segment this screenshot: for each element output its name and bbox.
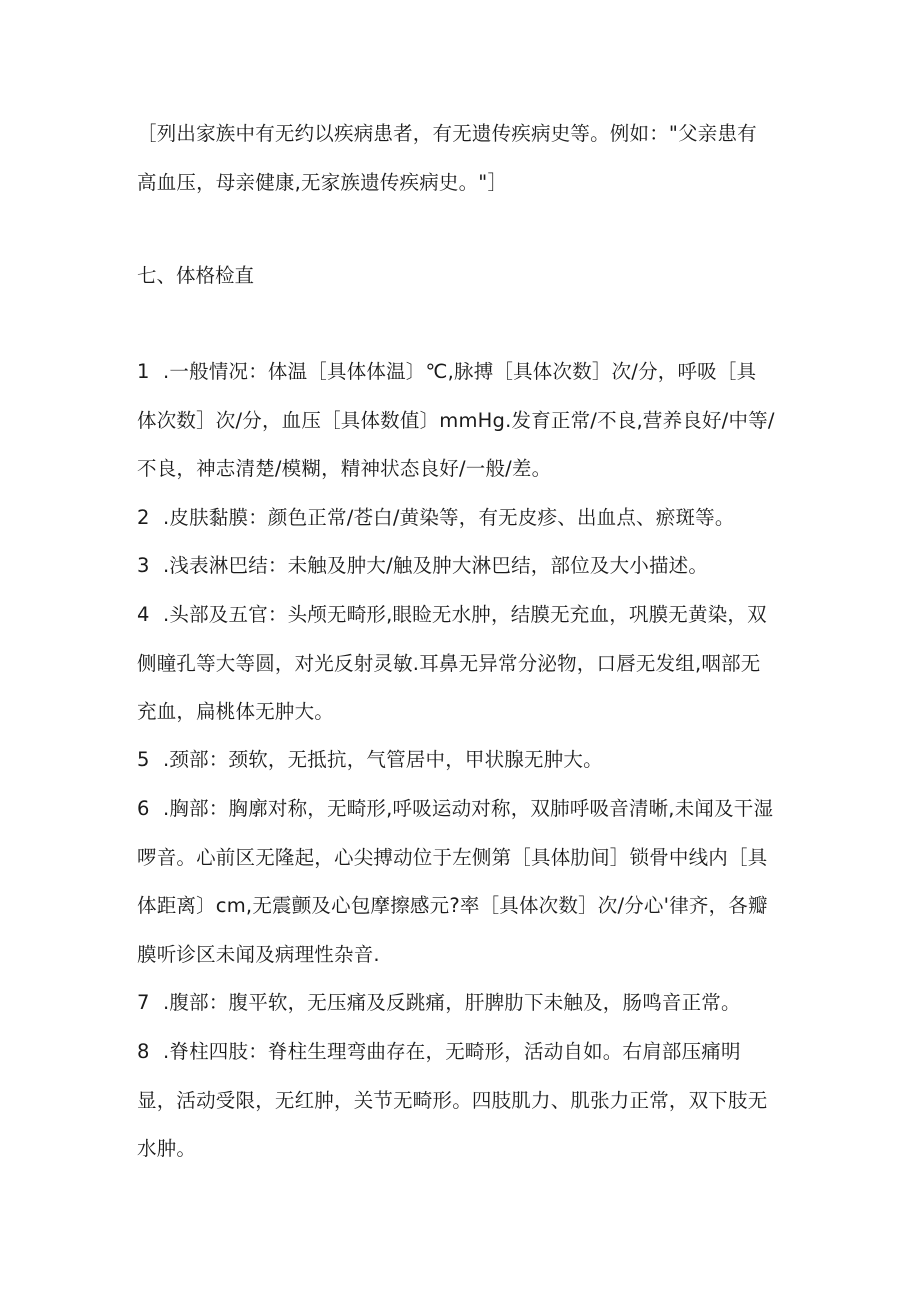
exam-item-2: [137, 494, 785, 543]
text-line: [137, 591, 785, 640]
text-line: 高血压，母亲健康,无家族遗传疾病史。"］: [137, 170, 508, 194]
family-history-note: [137, 110, 785, 207]
text-line: 不良，神志清楚/模糊，精神状态良好/一般/差。: [137, 457, 552, 480]
item-number: 6: [137, 797, 150, 820]
item-text: .头部及五官：头颅无畸形,眼睑无水肿，结膜无充血，巩膜无黄染，双: [163, 603, 767, 626]
item-text: .浅表淋巴结：未触及肿大/触及肿大淋巴结，部位及大小描述。: [163, 554, 709, 577]
item-text: .脊柱四肢：脊柱生理弯曲存在，无畸形，活动自如。右肩部压痛明: [163, 1040, 741, 1063]
item-number: 3: [137, 554, 150, 577]
exam-item-8: [137, 1028, 785, 1174]
item-text: .胸部：胸廓对称，无畸形,呼吸运动对称，双肺呼吸音清晰,未闻及干湿: [163, 797, 774, 820]
text-line: 啰音。心前区无隆起，心尖搏动位于左侧第［具体肋间］锁骨中线内［具: [137, 845, 768, 869]
exam-item-6: [137, 785, 785, 979]
text-line: [137, 348, 785, 397]
item-text: .腹部：腹平软，无压痛及反跳痛，肝脾肋下未触及，肠鸣音正常。: [163, 991, 741, 1014]
item-text: .一般情况：体温［具体体温〕℃,脉搏［具体次数］次/分，呼吸［具: [163, 360, 757, 383]
text-line: 膜听诊区未闻及病理性杂音.: [137, 942, 380, 966]
text-line: 侧瞳孔等大等圆，对光反射灵敏.耳鼻无异常分泌物，口唇无发组,咽部无: [137, 651, 761, 675]
exam-item-3: [137, 542, 785, 591]
text-line: [137, 785, 785, 834]
exam-item-4: [137, 591, 785, 737]
section-heading: 七、体格检直: [137, 264, 255, 287]
text-line: [137, 736, 785, 785]
item-number: 2: [137, 506, 150, 529]
text-line: 体次数］次/分，血压［具体数值〕mmHg.发育正常/不良,营养良好/中等/: [137, 408, 775, 432]
text-line: [137, 494, 785, 543]
item-text: .皮肤黏膜：颜色正常/苍白/黄染等，有无皮疹、出血点、瘀斑等。: [163, 506, 735, 529]
item-number: 5: [137, 748, 150, 771]
item-number: 7: [137, 991, 150, 1014]
exam-item-5: [137, 736, 785, 785]
text-line: 水肿。: [137, 1137, 197, 1160]
item-number: 8: [137, 1040, 150, 1063]
text-line: [137, 979, 785, 1028]
text-line: [137, 542, 785, 591]
exam-item-7: [137, 979, 785, 1028]
text-line: 充血，扁桃体无肿大。: [137, 700, 335, 723]
text-line: 体距离〕cm,无震颤及心包摩擦感元?率［具体次数］次/分心'律齐，各瓣: [137, 894, 768, 917]
item-number: 1: [137, 360, 150, 383]
text-line: ［列出家族中有无约以疾病患者，有无遗传疾病史等。例如："父亲患有: [137, 122, 757, 145]
item-text: .颈部：颈软，无抵抗，气管居中，甲状腺无肿大。: [163, 748, 603, 771]
item-number: 4: [137, 603, 150, 626]
text-line: [137, 1028, 785, 1077]
text-line: 显，活动受限，无红肿，关节无畸形。四肢肌力、肌张力正常，双下肢无: [137, 1088, 768, 1112]
exam-item-1: [137, 348, 785, 494]
